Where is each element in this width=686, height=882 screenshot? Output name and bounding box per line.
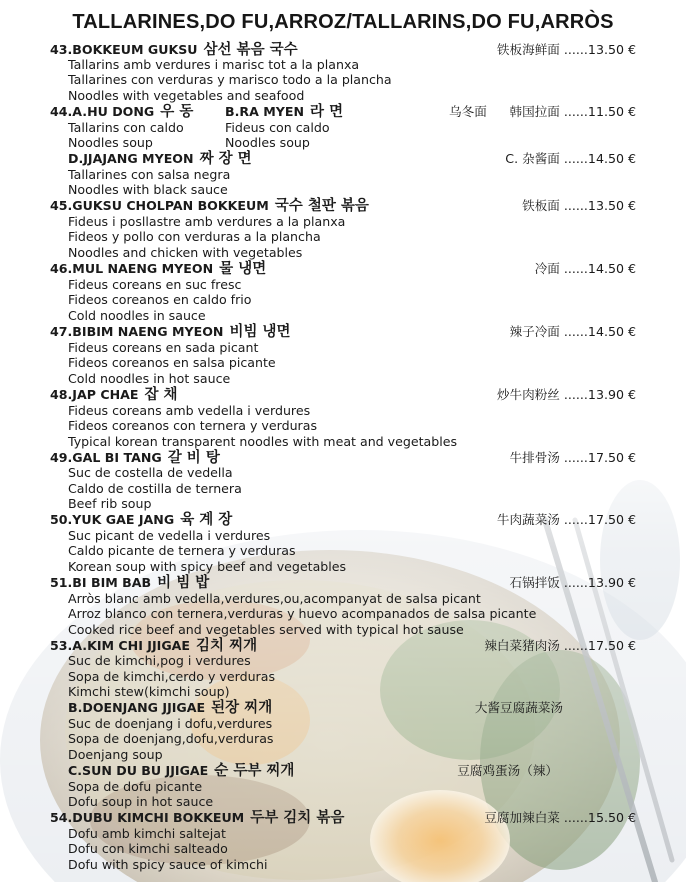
desc-line: Caldo picante de ternera y verduras — [68, 543, 296, 558]
item-name: 45.GUKSU CHOLPAN BOKKEUM — [50, 198, 269, 213]
desc-line: Cold noodles in sauce — [68, 308, 206, 323]
desc-line: Fideus coreans amb vedella i verdures — [68, 403, 311, 418]
menu-item-53a — [50, 638, 257, 654]
desc-line: Fideus coreans en suc fresc — [68, 277, 242, 292]
desc-line: Tallarins con caldo — [68, 120, 184, 135]
item-chinese: 乌冬面 — [449, 104, 487, 119]
item-price: 牛肉蔬菜汤 ......17.50 € — [496, 512, 636, 527]
item-name: 51.BI BIM BAB — [50, 575, 152, 590]
desc-line: Noodles with black sauce — [68, 182, 228, 197]
item-name: 49.GAL BI TANG — [50, 450, 162, 465]
item-korean: 잡 채 — [144, 387, 178, 403]
desc-line: Kimchi stew(kimchi soup) — [68, 684, 230, 699]
item-price: 铁板面 ......13.50 € — [522, 198, 636, 213]
item-name: 54.DUBU KIMCHI BOKKEUM — [50, 810, 245, 825]
desc-line: Dofu soup in hot sauce — [68, 794, 214, 809]
menu-item-45 — [50, 198, 369, 214]
desc-line: Dofu amb kimchi saltejat — [68, 826, 226, 841]
item-price: 辣白菜猪肉汤 ......17.50 € — [484, 638, 636, 653]
item-korean: 물 냉면 — [219, 261, 267, 277]
desc-line: Tallarines con verduras y marisco todo a la plancha — [68, 72, 392, 87]
desc-line: Noodles soup — [225, 135, 310, 150]
menu-item-49 — [50, 450, 220, 466]
menu-item-50 — [50, 512, 232, 528]
desc-line: Cooked rice beef and vegetables served with typical hot sause — [68, 622, 464, 637]
desc-line: Fideos coreanos con ternera y verduras — [68, 418, 318, 433]
item-price: 牛排骨汤 ......17.50 € — [509, 450, 636, 465]
desc-line: Suc picant de vedella i verdures — [68, 528, 271, 543]
desc-line: Arròs blanc amb vedella,verdures,ou,acompanyat de salsa picant — [68, 591, 481, 606]
item-korean: 육 계 장 — [180, 512, 233, 528]
desc-line: Suc de costella de vedella — [68, 465, 233, 480]
desc-line: Fideos y pollo con verduras a la plancha — [68, 229, 321, 244]
item-name: 48.JAP CHAE — [50, 387, 139, 402]
desc-line: Tallarines con salsa negra — [68, 167, 231, 182]
desc-line: Noodles soup — [68, 135, 153, 150]
item-name: 47.BIBIM NAENG MYEON — [50, 324, 224, 339]
item-korean: 라 면 — [310, 104, 344, 120]
desc-line: Sopa de dofu picante — [68, 779, 203, 794]
desc-line: Cold noodles in hot sauce — [68, 371, 231, 386]
item-price: 辣子冷面 ......14.50 € — [509, 324, 636, 339]
menu-item-43 — [50, 42, 298, 58]
item-price: 豆腐加辣白菜 ......15.50 € — [484, 810, 636, 825]
item-price: 韩国拉面 ......11.50 € — [509, 104, 636, 119]
item-name: D.JJAJANG MYEON — [68, 151, 194, 166]
desc-line: Caldo de costilla de ternera — [68, 481, 242, 496]
item-korean: 짜 장 면 — [199, 151, 252, 167]
item-name: 46.MUL NAENG MYEON — [50, 261, 214, 276]
item-name: 50.YUK GAE JANG — [50, 512, 175, 527]
desc-line: Noodles with vegetables and seafood — [68, 88, 305, 103]
item-korean: 우 동 — [160, 104, 194, 120]
desc-line: Doenjang soup — [68, 747, 163, 762]
desc-line: Beef rib soup — [68, 496, 152, 511]
desc-line: Suc de kimchi,pog i verdures — [68, 653, 251, 668]
item-price: 冷面 ......14.50 € — [534, 261, 636, 276]
menu-item-51 — [50, 575, 209, 591]
item-korean: 두부 김치 볶음 — [250, 810, 345, 826]
item-name: 44.A.HU DONG — [50, 104, 155, 119]
item-price: 石锅拌饭 ......13.90 € — [509, 575, 636, 590]
item-korean: 삼선 볶음 국수 — [203, 42, 298, 58]
desc-line: Dofu with spicy sauce of kimchi — [68, 857, 268, 872]
desc-line: Arroz blanco con ternera,verduras y huevo acompanados de salsa picante — [68, 606, 537, 621]
item-chinese: 豆腐鸡蛋汤（辣） — [457, 763, 558, 778]
item-name: C.SUN DU BU JJIGAE — [68, 763, 209, 778]
item-korean: 비빔 냉면 — [229, 324, 291, 340]
item-korean: 된장 찌개 — [211, 700, 273, 716]
item-korean: 순 두부 찌개 — [214, 763, 295, 779]
item-korean: 국수 철판 볶음 — [274, 198, 369, 214]
desc-line: Suc de doenjang i dofu,verdures — [68, 716, 273, 731]
desc-line: Fideus i posllastre amb verdures a la planxa — [68, 214, 346, 229]
page-title: TALLARINES,DO FU,ARROZ/TALLARINS,DO FU,ARRÒS — [72, 11, 614, 33]
menu-item-47 — [50, 324, 291, 340]
menu-item-53b — [68, 700, 272, 716]
desc-line: Sopa de doenjang,dofu,verduras — [68, 731, 274, 746]
item-korean: 김치 찌개 — [196, 638, 258, 654]
item-price: 炒牛肉粉丝 ......13.90 € — [496, 387, 636, 402]
desc-line: Dofu con kimchi salteado — [68, 841, 228, 856]
item-name: B.RA MYEN — [225, 104, 305, 119]
desc-line: Fideus coreans en sada picant — [68, 340, 259, 355]
desc-line: Typical korean transparent noodles with meat and vegetables — [68, 434, 458, 449]
item-price: C. 杂酱面 ......14.50 € — [505, 151, 636, 166]
desc-line: Noodles and chicken with vegetables — [68, 245, 303, 260]
desc-line: Sopa de kimchi,cerdo y verduras — [68, 669, 276, 684]
menu-item-53c — [68, 763, 294, 779]
item-price: 铁板海鲜面 ......13.50 € — [496, 42, 636, 57]
item-name: B.DOENJANG JJIGAE — [68, 700, 206, 715]
menu-item-44a — [50, 104, 193, 120]
item-name: 43.BOKKEUM GUKSU — [50, 42, 198, 57]
menu-item-54 — [50, 810, 344, 826]
desc-line: Fideos coreanos en salsa picante — [68, 355, 276, 370]
menu-item-44d — [68, 151, 252, 167]
menu-item-44b — [225, 104, 343, 120]
menu-item-46 — [50, 261, 266, 277]
item-korean: 비 빔 밥 — [157, 575, 210, 591]
desc-line: Fideus con caldo — [225, 120, 330, 135]
desc-line: Korean soup with spicy beef and vegetables — [68, 559, 347, 574]
item-chinese: 大酱豆腐蔬菜汤 — [474, 700, 563, 715]
desc-line: Fideos coreanos en caldo frio — [68, 292, 252, 307]
desc-line: Tallarins amb verdures i marisc tot a la planxa — [68, 57, 360, 72]
item-name: 53.A.KIM CHI JJIGAE — [50, 638, 191, 653]
item-korean: 갈 비 탕 — [167, 450, 220, 466]
menu-item-48 — [50, 387, 178, 403]
